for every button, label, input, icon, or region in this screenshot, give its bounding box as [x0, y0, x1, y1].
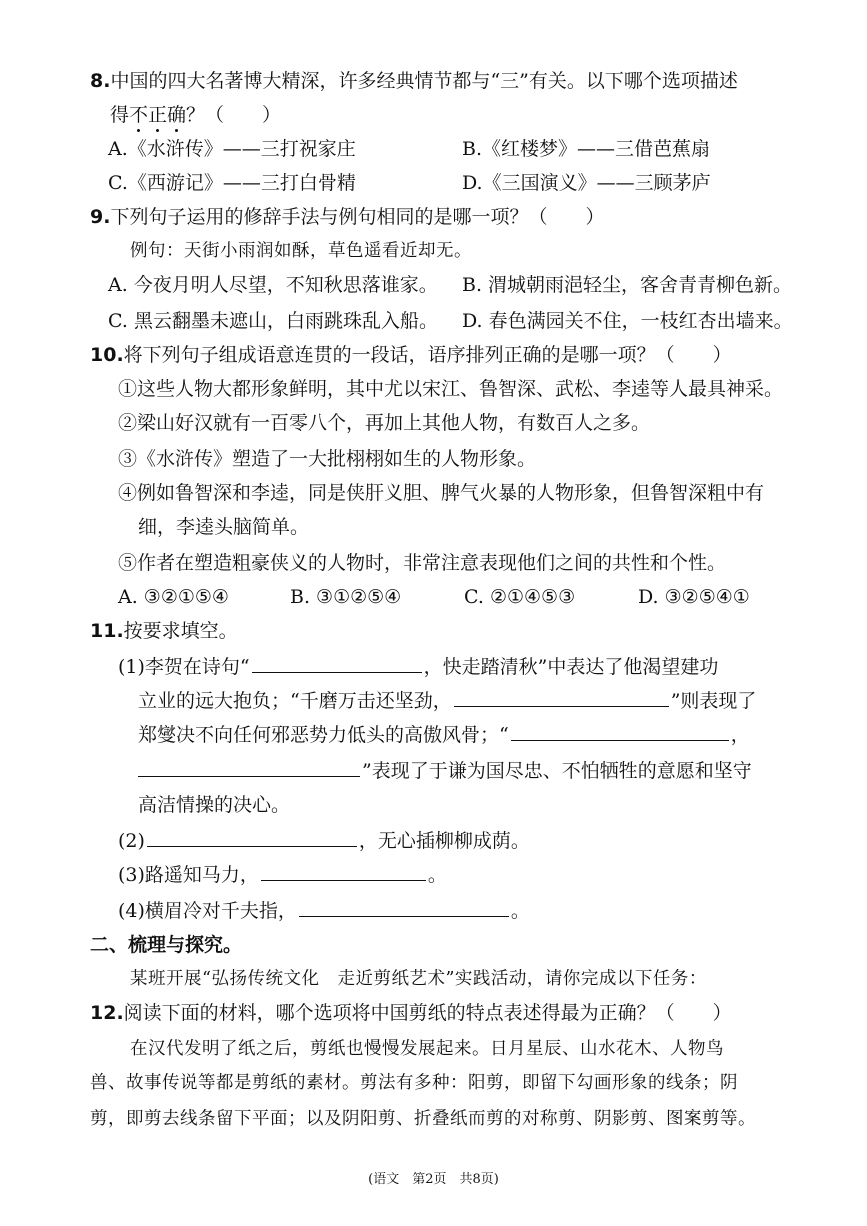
q10-sentence-4a: ④例如鲁智深和李逵，同是侠肝义胆、脾气火暴的人物形象，但鲁智深粗中有 [118, 482, 765, 504]
q11-part1-line3 [138, 722, 750, 748]
q9-option-a[interactable]: A. 今夜月明人尽望，不知秋思落谁家。 [108, 274, 438, 296]
q9-example: 例句：天街小雨润如酥，草色遥看近却无。 [130, 241, 472, 261]
emphasis-dot [175, 129, 178, 132]
q11-p2-text-b: ，无心插柳柳成荫。 [358, 830, 530, 852]
q8-option-d[interactable]: D.《三国演义》——三顾茅庐 [462, 172, 711, 194]
q8-stem-line1 [90, 68, 738, 94]
answer-blank[interactable] [299, 898, 509, 917]
answer-blank[interactable] [138, 758, 360, 777]
q8-option-a[interactable]: A.《水浒传》——三打祝家庄 [108, 138, 356, 160]
q11-p1-text-b: ，快走踏清秋”中表达了他渴望建功 [423, 656, 719, 678]
q11-part1-line4 [138, 758, 752, 784]
q11-p1-text-e: 郑燮决不向任何邪恶势力低头的高傲风骨；“ [138, 724, 509, 746]
q9-option-b[interactable]: B. 渭城朝雨浥轻尘，客舍青青柳色新。 [462, 274, 793, 296]
q9-number: 9. [90, 206, 111, 228]
answer-blank[interactable] [454, 688, 669, 707]
q11-p1-text-g: ”表现了于谦为国尽忠、不怕牺牲的意愿和坚守 [362, 760, 752, 782]
q11-p1-text-c: 立业的远大抱负；“千磨万击还坚劲， [138, 690, 452, 712]
q10-option-b[interactable]: B. ③①②⑤④ [290, 586, 402, 608]
q11-part1-line1 [118, 654, 718, 680]
emphasis-dot [137, 129, 140, 132]
q9-option-c[interactable]: C. 黑云翻墨未遮山，白雨跳珠乱入船。 [108, 310, 438, 332]
q11-part4 [118, 898, 530, 924]
q10-stem [90, 342, 732, 368]
q10-sentence-3: ③《水浒传》塑造了一大批栩栩如生的人物形象。 [118, 448, 537, 470]
q9-stem [90, 204, 604, 230]
q9-stem-text: 下列句子运用的修辞手法与例句相同的是哪一项？（ ） [110, 206, 605, 228]
q11-p1-text-f: ， [730, 724, 750, 746]
q11-p1-text-a: (1)李贺在诗句“ [118, 656, 250, 678]
q10-sentence-4b: 细，李逵头脑简单。 [138, 516, 310, 538]
q10-option-a[interactable]: A. ③②①⑤④ [118, 586, 229, 608]
q12-number: 12. [90, 1002, 124, 1024]
q11-p3-text-a: (3)路遥知马力， [118, 864, 259, 886]
q10-option-d[interactable]: D. ③②⑤④① [638, 586, 750, 608]
q12-stem [90, 1000, 732, 1026]
q11-p4-text-a: (4)横眉冷对千夫指， [118, 900, 297, 922]
q10-option-c[interactable]: C. ②①④⑤③ [464, 586, 576, 608]
q10-stem-text: 将下列句子组成语意连贯的一段话，语序排列正确的是哪一项？（ ） [123, 344, 732, 366]
q10-sentence-2: ②梁山好汉就有一百零八个，再加上其他人物，有数百人之多。 [118, 412, 651, 434]
q11-p4-text-b: 。 [510, 900, 530, 922]
answer-blank[interactable] [511, 722, 729, 741]
emphasis-dot [156, 129, 159, 132]
section-title: 二、梳理与探究。 [90, 934, 243, 956]
q8-option-b[interactable]: B.《红楼梦》——三借芭蕉扇 [462, 138, 711, 160]
q10-number: 10. [90, 344, 124, 366]
q11-part3 [118, 862, 447, 888]
q12-stem-text: 阅读下面的材料，哪个选项将中国剪纸的特点表述得最为正确？（ ） [123, 1002, 732, 1024]
q8-stem-text: 中国的四大名著博大精深，许多经典情节都与“三”有关。以下哪个选项描述 [110, 70, 738, 92]
q10-sentence-1: ①这些人物大都形象鲜明，其中尤以宋江、鲁智深、武松、李逵等人最具神采。 [118, 378, 784, 400]
answer-blank[interactable] [147, 828, 357, 847]
q12-material-line2: 兽、故事传说等都是剪纸的素材。剪法有多种：阳剪，即留下勾画形象的线条；阴 [90, 1073, 738, 1093]
q10-sentence-5: ⑤作者在塑造粗豪侠义的人物时，非常注意表现他们之间的共性和个性。 [118, 552, 727, 574]
answer-blank[interactable] [252, 654, 422, 673]
q11-part2 [118, 828, 530, 854]
section-intro: 某班开展“弘扬传统文化 走近剪纸艺术”实践活动，请你完成以下任务： [130, 969, 707, 989]
q11-p1-text-d: ”则表现了 [670, 690, 757, 712]
q11-p2-text-a: (2) [118, 830, 145, 852]
q8-number: 8. [90, 70, 111, 92]
q11-number: 11. [90, 620, 124, 642]
q11-p3-text-b: 。 [427, 864, 447, 886]
q11-stem-text: 按要求填空。 [123, 620, 238, 642]
answer-blank[interactable] [261, 862, 426, 881]
page-footer: (语文 第2页 共8页) [368, 1172, 499, 1187]
q11-part1-line2 [138, 688, 756, 714]
q8-option-c[interactable]: C.《西游记》——三打白骨精 [108, 172, 356, 194]
q9-option-d[interactable]: D. 春色满园关不住，一枝红杏出墙来。 [462, 310, 793, 332]
q12-material-line1: 在汉代发明了纸之后，剪纸也慢慢发展起来。日月星辰、山水花木、人物鸟 [130, 1039, 724, 1059]
q8-stem-line2: 得不正确？（ ） [110, 104, 282, 126]
q11-part1-line5: 高洁情操的决心。 [138, 794, 291, 816]
q12-material-line3: 剪，即剪去线条留下平面；以及阴阳剪、折叠纸而剪的对称剪、阴影剪、图案剪等。 [90, 1109, 756, 1129]
q11-stem [90, 618, 238, 644]
